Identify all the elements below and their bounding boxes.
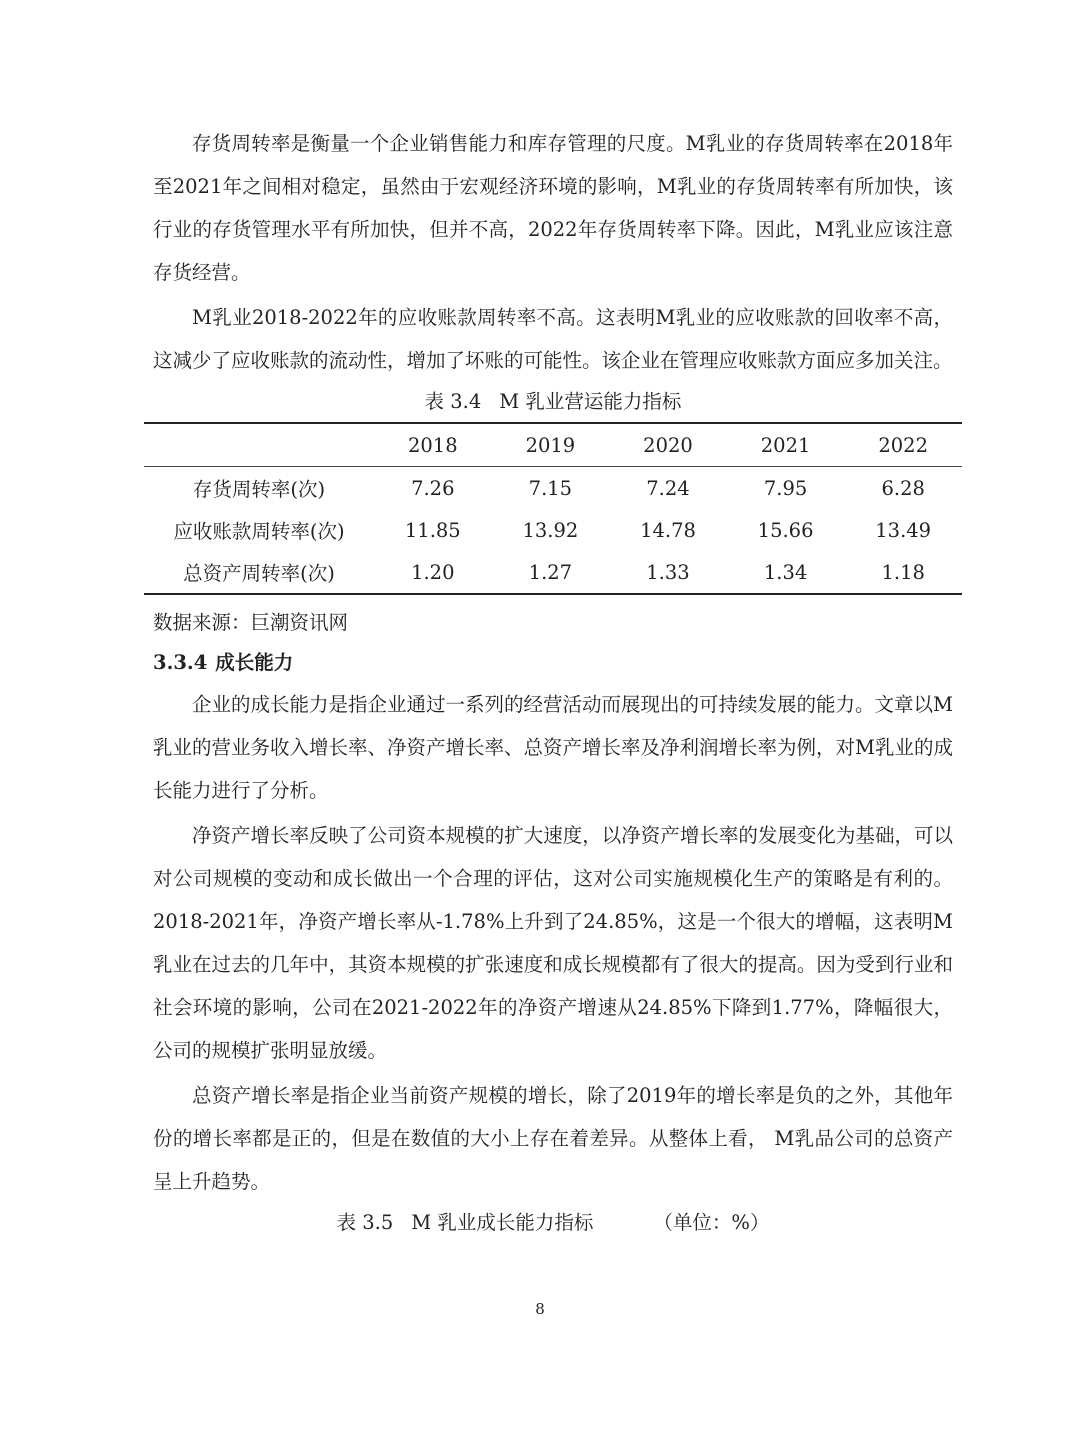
table-cell: 13.92 xyxy=(522,518,579,542)
table-cell: 7.95 xyxy=(763,476,808,500)
table-cell: 13.49 xyxy=(875,518,932,542)
section-heading xyxy=(153,643,953,683)
table-cell: 7.15 xyxy=(528,476,573,500)
section-number: 3.3.4 xyxy=(153,651,208,674)
table-row xyxy=(144,551,962,594)
table-row xyxy=(144,509,962,551)
table-cell: 11.85 xyxy=(404,518,461,542)
table-cell: 1.34 xyxy=(763,560,808,584)
row-label: 总资产周转率(次) xyxy=(183,562,335,585)
paragraph-net-asset-growth: 净资产增长率反映了公司资本规模的扩大速度，以净资产增长率的发展变化为基础，可以对公司规模的变动和成长做出一个合理的评估，这对公司实施规模化生产的策略是有利的。2018-2021年，净资产增长率从-1.78%上升到了24.85%，这是一个很大的增幅，这表明M乳业在过去的几年中，其资本规模的扩张速度和成长规模都有了很大的提高。因为受到行业和社会环境的影响，公司在2021-2022年的净资产增速从24.85%下降到1.77%，降幅很大，公司的规模扩张明显放缓。 xyxy=(153,824,953,1062)
row-label: 存货周转率(次) xyxy=(192,478,326,501)
table-row xyxy=(144,467,962,510)
table-3-5-unit: （单位：%） xyxy=(653,1211,770,1234)
table-cell: 7.26 xyxy=(411,476,455,500)
table-cell: 7.24 xyxy=(646,476,690,500)
section-title: 成长能力 xyxy=(215,651,294,674)
header-year: 2022 xyxy=(878,433,928,457)
table-3-5-number: 表 3.5 xyxy=(336,1211,394,1234)
table-3-5-caption xyxy=(153,1209,953,1237)
paragraph-growth-capacity: 企业的成长能力是指企业通过一系列的经营活动而展现出的可持续发展的能力。文章以M乳业的营业务收入增长率、净资产增长率、总资产增长率及净利润增长率为例，对M乳业的成长能力进行了分析。 xyxy=(153,693,953,802)
table-3-5-title: M 乳业成长能力指标 xyxy=(411,1211,594,1234)
operating-capacity-table xyxy=(144,422,962,595)
data-source-note: 数据来源：巨潮资讯网 xyxy=(153,611,349,634)
table-3-4-title: M 乳业营运能力指标 xyxy=(499,390,682,413)
paragraph-inventory-turnover: 存货周转率是衡量一个企业销售能力和库存管理的尺度。M乳业的存货周转率在2018年至2021年之间相对稳定，虽然由于宏观经济环境的影响，M乳业的存货周转率有所加快，该行业的存货管理水平有所加快，但并不高，2022年存货周转率下降。因此，M乳业应该注意存货经营。 xyxy=(153,132,953,284)
table-cell: 1.33 xyxy=(646,560,690,584)
table-cell: 15.66 xyxy=(757,518,814,542)
page-content xyxy=(153,122,953,1243)
header-year: 2019 xyxy=(525,433,576,457)
header-year: 2018 xyxy=(407,433,458,457)
page-number: 8 xyxy=(535,1300,545,1318)
header-year: 2020 xyxy=(643,433,693,457)
table-cell: 6.28 xyxy=(881,476,925,500)
table-3-4-caption xyxy=(153,388,953,416)
table-header-row xyxy=(144,423,962,467)
header-empty-cell xyxy=(144,423,374,467)
table-cell: 1.27 xyxy=(528,560,573,584)
table-cell: 14.78 xyxy=(640,518,696,542)
row-label: 应收账款周转率(次) xyxy=(173,520,345,543)
header-year: 2021 xyxy=(760,433,811,457)
paragraph-total-asset-growth: 总资产增长率是指企业当前资产规模的增长，除了2019年的增长率是负的之外，其他年份的增长率都是正的，但是在数值的大小上存在着差异。从整体上看， M乳品公司的总资产呈上升趋势。 xyxy=(153,1084,953,1193)
table-cell: 1.20 xyxy=(411,560,455,584)
table-3-4-number: 表 3.4 xyxy=(424,390,482,413)
table-cell: 1.18 xyxy=(881,560,925,584)
paragraph-receivables-turnover: M乳业2018-2022年的应收账款周转率不高。这表明M乳业的应收账款的回收率不高，这减少了应收账款的流动性，增加了坏账的可能性。该企业在管理应收账款方面应多加关注。 xyxy=(153,306,953,372)
